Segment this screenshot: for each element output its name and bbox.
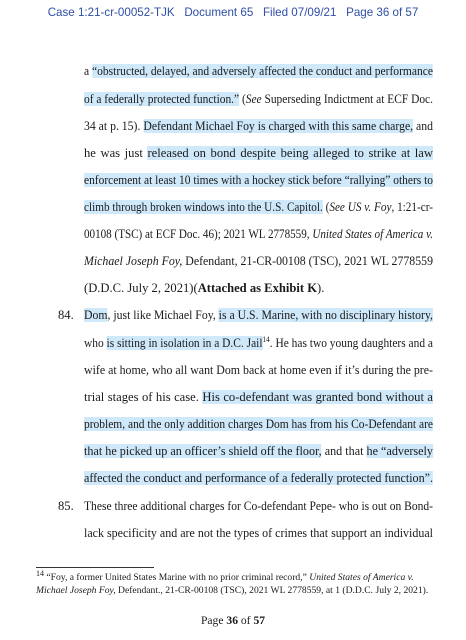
body-line [84,226,433,242]
text-run: ). [317,281,325,295]
text-run: problem, and the only addition charges Dom has from his Co-Defendant are [84,417,433,431]
text-run: Attached as Exhibit K [197,281,318,295]
text-run: Dom [84,308,108,322]
page-footer [0,614,466,627]
body-line [84,335,433,351]
text-run: Defendant Michael Foy is charged with this same charge, [143,119,414,133]
case-number: Case 1:21-cr-00052-TJK [47,6,175,19]
body-line [84,443,433,459]
text-run: released on bond despite being alleged to strike at law [147,146,433,160]
body-line [84,525,433,541]
text-run: United States of America v. [309,572,414,583]
paragraph-number: 85. [58,499,74,513]
text-run: These three additional charges for Co-defendant Pepe- who is out on Bond- [84,499,433,513]
text-run: lack specificity and are not the types of crimes that support an individual [84,526,433,540]
footnote-divider [36,567,154,568]
body-line [84,118,433,134]
paragraph-number: 84. [58,308,74,322]
text-run: , just like Michael Foy, [107,308,219,322]
text-run: See US v. Foy [329,200,392,214]
body-line [84,498,433,514]
text-run: , 1:21-cr- [391,200,433,214]
footnote-line [36,585,428,597]
header-page-count: Page 36 of 57 [346,6,419,19]
body-line [84,253,433,269]
text-run: Defendant, 21-CR-00108 (TSC), 2021 WL 2778559 [182,254,433,268]
body-line [84,63,433,79]
text-run: Michael Joseph Foy, [36,585,116,596]
footer-total-pages: 57 [253,614,266,627]
text-run: 34 at p. 15). [84,119,144,133]
text-run: “obstructed, delayed, and adversely affected the conduct and performance [92,64,433,78]
body-line [84,172,433,188]
footer-prefix: Page [200,614,227,627]
text-run: who [84,336,107,350]
body-line [84,416,433,432]
text-run: of a federally protected function.” [84,92,240,106]
footnote-marker: 14 [262,334,270,344]
body-line [84,470,433,486]
body-line [84,307,433,323]
document-number: Document 65 [184,6,254,19]
text-run: Superseding Indictment at ECF Doc. [261,92,433,106]
text-run: ( [322,200,330,214]
text-run: United States of America v. [312,227,433,241]
text-run: he “adversely [366,444,433,458]
text-run: climb through broken windows into the U.S. Capitol. [84,200,323,214]
text-run: is sitting in isolation in a D.C. Jail [106,336,263,350]
body-line [84,389,433,405]
ecf-header-stamp [0,6,466,19]
body-line [84,91,433,107]
text-run: 00108 (TSC) at ECF Doc. 46); 2021 WL 2778559, [84,227,313,241]
text-run: “Foy, a former United States Marine with no prior criminal record,” [44,572,310,583]
text-run: wife at home, who all want Dom back at home even if it’s during the pre- [84,363,433,377]
text-run: and that [321,444,367,458]
text-run: See [245,92,262,106]
text-run: ( [239,92,246,106]
text-run: Defendant., 21-CR-00108 (TSC), 2021 WL 2778559, at 1 (D.D.C. July 2, 2021). [115,585,429,596]
text-run: Michael Joseph Foy, [84,254,183,268]
text-run: a [84,64,93,78]
text-run: His co-defendant was granted bond without a [202,390,433,404]
body-line [84,362,433,378]
text-run: affected the conduct and performance of a federally protected function”. [84,471,433,485]
text-run: enforcement at least 10 times with a hockey stick before “rallying” others to [84,173,433,187]
text-run: that he picked up an officer’s shield off the floor, [84,444,322,458]
text-run: (D.D.C. July 2, 2021)( [84,281,198,295]
text-run: . He has two young daughters and a [269,336,433,350]
footnote-marker: 14 [36,568,44,578]
footer-middle: of [237,614,254,627]
footer-current-page: 36 [226,614,238,627]
text-run: he was just [84,146,148,160]
text-run: trial stages of his case. [84,390,203,404]
filed-date: Filed 07/09/21 [262,6,337,19]
text-run: is a U.S. Marine, with no disciplinary history, [218,308,433,322]
body-line [84,199,433,215]
body-line [84,145,433,161]
text-run: and [413,119,433,133]
body-line [84,280,324,296]
footnote-line [36,568,414,584]
